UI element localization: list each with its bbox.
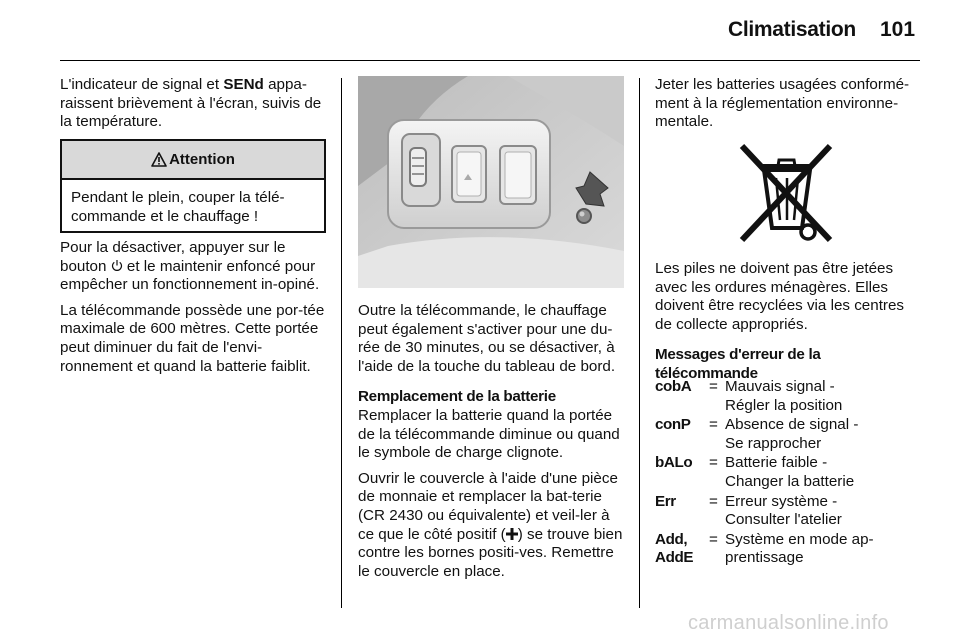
- plus-icon: [506, 528, 518, 540]
- error-description: Absence de signal - Se rapprocher: [725, 416, 859, 452]
- power-button-icon: [111, 259, 123, 272]
- column-2: [358, 302, 624, 588]
- column-1-lower: [60, 239, 328, 383]
- error-code: bALo: [655, 454, 693, 472]
- column-1: [60, 76, 328, 139]
- error-code: cobA: [655, 378, 692, 395]
- table-row: [655, 493, 925, 530]
- header-rule: [60, 60, 920, 61]
- error-code: Err: [655, 492, 676, 510]
- warning-icon: [151, 152, 167, 167]
- warning-text: Pendant le plein, couper la télé-commande et le chauffage !: [71, 189, 285, 225]
- equals-sign: =: [709, 454, 718, 472]
- error-code: conP: [655, 416, 691, 434]
- dashboard-paragraph: Outre la télécommande, le chauffage peut également s'activer pour une du-rée de 30 minutes, ou se désactiver, à l'aide de la touche du tableau de bord.: [358, 302, 616, 375]
- error-description: Système en mode ap- prentissage: [725, 530, 874, 567]
- page-title: Climatisation: [728, 18, 856, 41]
- cover-paragraph: Ouvrir le couvercle à l'aide d'une pièce de monnaie et remplacer la bat-terie (CR 2430 ou équivalente) et veil-ler à ce que le côté positif ( ) se trouve bien contre les bornes positi-ves. Remettre le couvercle en place.: [358, 469, 623, 580]
- table-row: [655, 378, 925, 415]
- table-row: [655, 416, 925, 453]
- warning-header: [62, 141, 324, 180]
- column-3-lower: [655, 260, 925, 384]
- deactivate-paragraph: Pour la désactiver, appuyer sur le bouton et le maintenir enfoncé pour empêcher un fonctionnement in-opiné.: [60, 239, 320, 294]
- equals-sign: =: [709, 378, 718, 395]
- recycle-paragraph: Les piles ne doivent pas être jetées avec les ordures ménagères. Elles doivent être recyclées via les centres de collecte appropriés.: [655, 260, 905, 333]
- send-indicator: SENd: [223, 76, 264, 93]
- error-description: Mauvais signal - Régler la position: [725, 378, 843, 414]
- table-row: [655, 531, 925, 568]
- range-paragraph: La télécommande possède une por-tée maximale de 600 mètres. Cette portée peut diminuer du fait de l'envi-ronnement et quand la batterie faiblit.: [60, 301, 325, 375]
- error-description: Erreur système - Consulter l'atelier: [725, 492, 842, 529]
- warning-title: Attention: [169, 151, 235, 168]
- equals-sign: =: [709, 530, 718, 548]
- error-code: Add, AddE: [655, 530, 694, 567]
- intro-paragraph: L'indicateur de signal et SENd appa-raissent brièvement à l'écran, suivis de la température.: [60, 76, 322, 131]
- column-divider-1: [341, 78, 342, 608]
- column-divider-2: [639, 78, 640, 608]
- equals-sign: =: [709, 416, 718, 434]
- error-description: Batterie faible - Changer la batterie: [725, 454, 855, 490]
- warning-box: [60, 139, 326, 233]
- table-row: [655, 454, 925, 491]
- crossed-bin-icon: [732, 140, 840, 244]
- column-3: [655, 76, 925, 139]
- equals-sign: =: [709, 492, 718, 510]
- watermark: carmanualsonline.info: [688, 612, 889, 634]
- dashboard-button-photo: [358, 76, 624, 288]
- page-number: 101: [880, 18, 916, 41]
- errors-heading: Messages d'erreur de la télécommande: [655, 346, 821, 382]
- disposal-paragraph: Jeter les batteries usagées conformé-ment à la réglementation environne-mentale.: [655, 76, 910, 131]
- battery-paragraph: Remplacer la batterie quand la portée de la télécommande diminue ou quand le symbole de charge clignote.: [358, 406, 620, 462]
- error-messages-table: [655, 378, 925, 569]
- battery-heading: Remplacement de la batterie: [358, 388, 556, 406]
